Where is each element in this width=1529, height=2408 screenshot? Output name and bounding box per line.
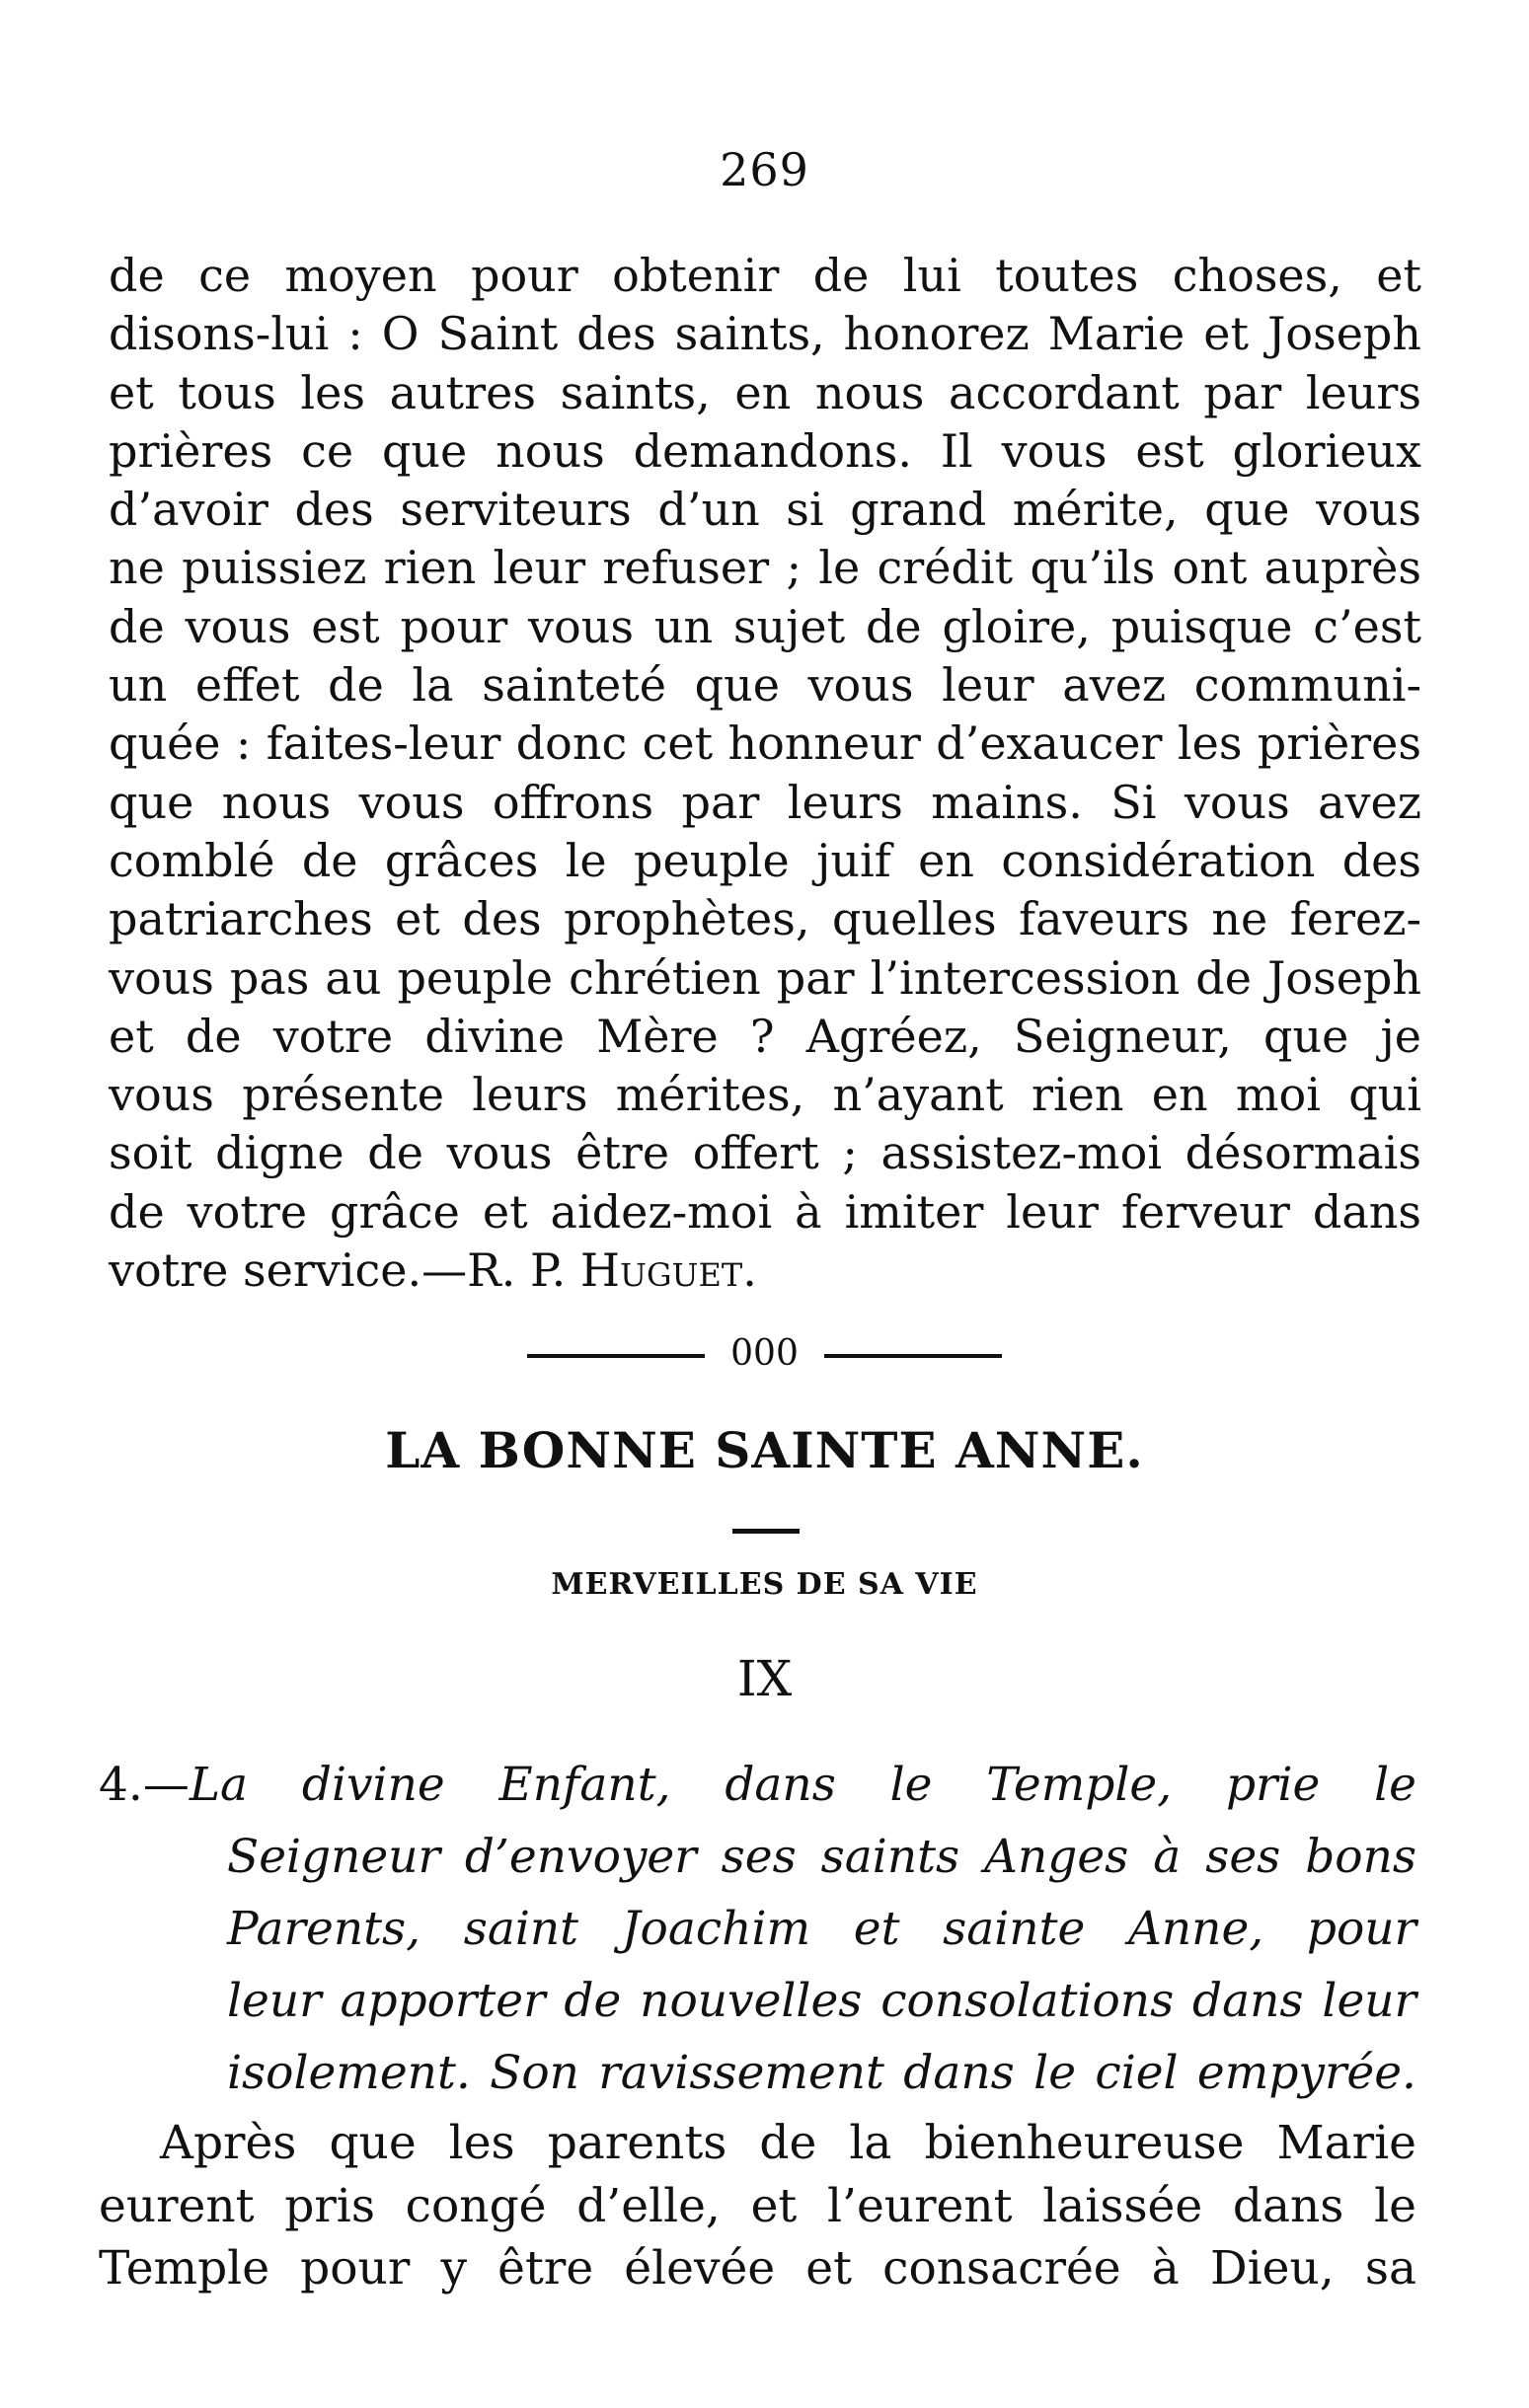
author-name: Huguet. — [579, 1243, 757, 1298]
prayer-text — [109, 247, 1421, 1300]
summary-first-line — [99, 1749, 1416, 1821]
text-line: que nous vous offrons par leurs mains. Si vous avez — [109, 775, 1421, 829]
text-line: de votre grâce et aidez-moi à imiter leur ferveur dans — [109, 1184, 1421, 1239]
summary-line: leur apporter de nouvelles consolations dans leur — [227, 1974, 1416, 2028]
text-line: et de votre divine Mère ? Agréez, Seigneur, que je — [109, 1009, 1421, 1063]
text-line: un effet de la sainteté que vous leur avez communi- — [109, 658, 1421, 713]
chapter-summary — [99, 1749, 1416, 2109]
separator-rule-left — [527, 1354, 705, 1358]
text-line: quée : faites-leur donc cet honneur d’exaucer les prières — [109, 716, 1421, 771]
summary-text: La divine Enfant, dans le Temple, prie le — [189, 1758, 1416, 1812]
text-line: soit digne de vous être offert ; assistez-moi désormais — [109, 1126, 1421, 1180]
text-line: de ce moyen pour obtenir de lui toutes choses, et — [109, 249, 1421, 302]
paragraph-line: eurent pris congé d’elle, et l’eurent laissée dans le — [99, 2178, 1416, 2233]
summary-line: Seigneur d’envoyer ses saints Anges à ses bons — [227, 1830, 1416, 1884]
text-line: et tous les autres saints, en nous accordant par leurs — [109, 365, 1421, 419]
text-line: disons-lui : O Saint des saints, honorez Marie et Joseph — [109, 307, 1421, 361]
summary-line: Parents, saint Joachim et sainte Anne, pour — [227, 1902, 1416, 1956]
paragraph-line: Temple pour y être élevée et consacrée à Dieu, sa — [99, 2241, 1416, 2295]
summary-line: isolement. Son ravissement dans le ciel empyrée. — [227, 2046, 1416, 2100]
section-title: LA BONNE SAINTE ANNE. — [385, 1421, 1144, 1479]
text-line: vous présente leurs mérites, n’ayant rien en moi qui — [109, 1068, 1421, 1122]
section-separator — [0, 1334, 1529, 1374]
separator-mark: 000 — [730, 1333, 799, 1374]
text-line-last — [109, 1242, 1421, 1300]
page-number: 269 — [720, 143, 809, 196]
text-line: prières ce que nous demandons. Il vous est glorieux — [109, 423, 1421, 478]
text-line: comblé de grâces le peuple juif en considération des — [109, 833, 1421, 887]
text-line: d’avoir des serviteurs d’un si grand mérite, que vous — [109, 483, 1421, 537]
summary-number: 4.— — [99, 1758, 190, 1812]
section-subtitle: MERVEILLES DE SA VIE — [551, 1567, 978, 1602]
text-line: patriarches et des prophètes, quelles faveurs ne ferez- — [109, 892, 1421, 946]
chapter-number: IX — [736, 1650, 793, 1707]
paragraph-line: Après que les parents de la bienheureuse Marie — [160, 2116, 1416, 2170]
text-line: vous pas au peuple chrétien par l’intercession de Joseph — [109, 950, 1421, 1005]
separator-rule-right — [824, 1354, 1002, 1358]
text-line: ne puissiez rien leur refuser ; le crédit qu’ils ont auprès — [109, 541, 1421, 595]
body-paragraph — [99, 2112, 1416, 2300]
signature-prefix: votre service.—R. P. — [109, 1243, 580, 1298]
text-line: de vous est pour vous un sujet de gloire, puisque c’est — [109, 599, 1421, 653]
title-rule — [732, 1529, 800, 1534]
